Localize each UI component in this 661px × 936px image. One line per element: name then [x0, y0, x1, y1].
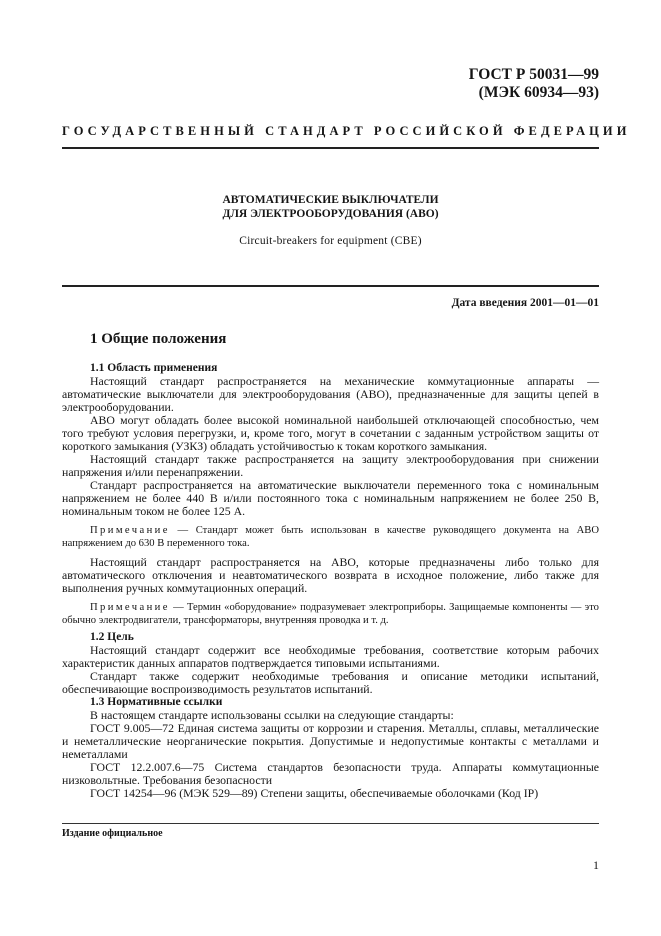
- header-rule: [62, 147, 599, 149]
- reference-item: ГОСТ 9.005—72 Единая система защиты от коррозии и старения. Металлы, сплавы, металлические и неметаллические неорганические покрытия. Допустимые и недопустимые контакты с металлами и неметаллами: [62, 721, 599, 761]
- iec-number: (МЭК 60934—93): [478, 84, 599, 101]
- paragraph: Стандарт также содержит необходимые требования и описание методики испытаний, обеспечивающие воспроизводимость результатов испытаний.: [62, 669, 599, 696]
- paragraph: АВО могут обладать более высокой номинальной наибольшей отключающей способностью, чем того требуют условия перегрузки, и, кроме того, могут в сочетании с заданным устройством защиты от короткого замыкания (УЗКЗ) обладать устойчивостью к токам короткого замыкания.: [62, 413, 599, 453]
- page-number: 1: [593, 858, 599, 872]
- gost-number: ГОСТ Р 50031—99: [468, 66, 599, 83]
- paragraph: Настоящий стандарт распространяется на механические коммутационные аппараты — автоматические выключатели для электрооборудования (АВО), предназначенные для защиты цепей в электрооборудовании.: [62, 374, 599, 414]
- effective-date: Дата введения 2001—01—01: [451, 297, 599, 309]
- title-rule: [62, 285, 599, 287]
- english-title: Circuit-breakers for equipment (CBE): [239, 235, 422, 247]
- standard-designation: [469, 66, 599, 102]
- section-1-2-heading: 1.2 Цель: [90, 631, 134, 643]
- document-body: [62, 362, 599, 800]
- note-1: [62, 524, 599, 550]
- section-1-3-heading: 1.3 Нормативные ссылки: [90, 696, 223, 708]
- note-label: Примечание: [90, 602, 170, 613]
- section-1-heading: 1 Общие положения: [90, 331, 227, 347]
- title-line-1: АВТОМАТИЧЕСКИЕ ВЫКЛЮЧАТЕЛИ: [222, 194, 439, 206]
- note-text: — Термин «оборудование» подразумевает электроприборы. Защищаемые компоненты — это обычно электродвигатели, трансформаторы, внутренняя проводка и т. д.: [62, 602, 599, 626]
- paragraph: Стандарт распространяется на автоматические выключатели переменного тока с номинальным напряжением не более 440 В и/или постоянного тока с номинальным напряжением не более 250 В, номинальным током не более 125 А.: [62, 478, 599, 518]
- paragraph: Настоящий стандарт распространяется на АВО, которые предназначены либо только для автоматического отключения и неавтоматического возврата в исходное положение, либо также для выполнения ручных коммутационных операций.: [62, 555, 599, 595]
- paragraph: Настоящий стандарт содержит все необходимые требования, соответствие которым рабочих характеристик данных аппаратов подтверждается типовыми испытаниями.: [62, 643, 599, 670]
- paragraph: В настоящем стандарте использованы ссылки на следующие стандарты:: [90, 708, 454, 722]
- state-standard-banner: ГОСУДАРСТВЕННЫЙ СТАНДАРТ РОССИЙСКОЙ ФЕДЕРАЦИИ: [62, 124, 631, 138]
- section-1-1-heading: 1.1 Область применения: [90, 362, 218, 374]
- footer-rule: [62, 823, 599, 824]
- paragraph: Настоящий стандарт также распространяется на защиту электрооборудования при снижении напряжения и/или перенапряжении.: [62, 452, 599, 479]
- document-title: [62, 193, 599, 221]
- edition-label: Издание официальное: [62, 828, 163, 839]
- note-label: Примечание: [90, 525, 170, 536]
- reference-item: ГОСТ 12.2.007.6—75 Система стандартов безопасности труда. Аппараты коммутационные низковольтные. Требования безопасности: [62, 760, 599, 787]
- title-line-2: ДЛЯ ЭЛЕКТРООБОРУДОВАНИЯ (АВО): [222, 208, 439, 220]
- note-2: [62, 601, 599, 627]
- note-text: — Стандарт может быть использован в качестве руководящего документа на АВО напряжением до 630 В переменного тока.: [62, 525, 599, 549]
- reference-item: ГОСТ 14254—96 (МЭК 529—89) Степени защиты, обеспечиваемые оболочками (Код IP): [90, 786, 539, 800]
